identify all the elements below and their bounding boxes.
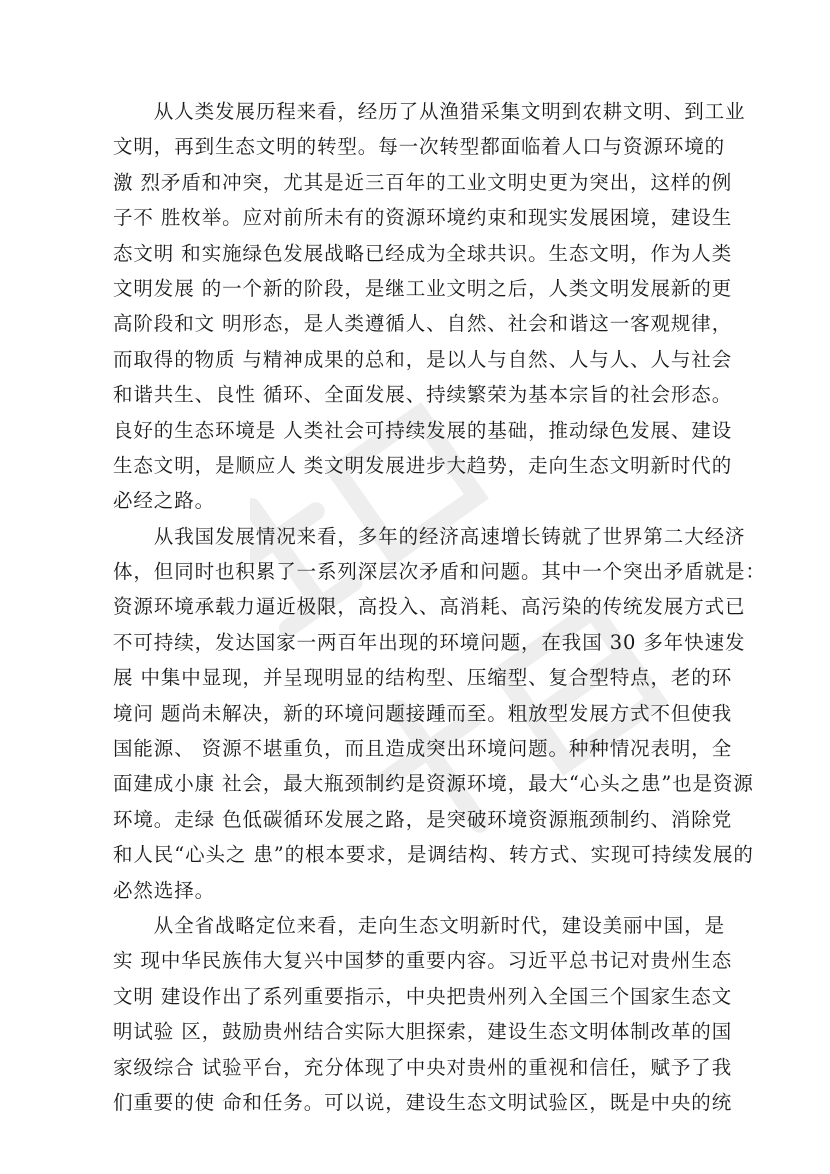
text-line: 文明，再到生态文明的转型。每一次转型都面临着人口与资源环境的 [113,135,726,159]
text-line: 高阶段和文 明形态，是人类遵循人、自然、社会和谐这一客观规律， [113,312,733,336]
text-line: 们重要的使 命和任务。可以说，建设生态文明试验区，既是中央的统 [113,1090,733,1114]
text-line: 激 烈矛盾和冲突，尤其是近三百年的工业文明史更为突出，这样的例 [113,170,733,194]
text-line: 生态文明，是顺应人 类文明发展进步大趋势，走向生态文明新时代的 [113,453,733,477]
text-line: 境问 题尚未解决，新的环境问题接踵而至。粗放型发展方式不但使我 [113,701,733,725]
text-line: 从我国发展情况来看，多年的经济高速增长铸就了世界第二大经济 [113,524,746,548]
text-line: 展 中集中显现，并呈现明显的结构型、压缩型、复合型特点，老的环 [113,666,733,690]
text-line: 和人民“心头之 患”的根本要求，是调结构、转方式、实现可持续发展的 [113,843,754,867]
text-line: 家级综合 试验平台，充分体现了中央对贵州的重视和信任，赋予了我 [113,1055,733,1079]
text-line: 国能源、 资源不堪重负，而且造成突出环境问题。种种情况表明，全 [113,737,733,761]
text-line: 态文明 和实施绿色发展战略已经成为全球共识。生态文明，作为人类 [113,241,733,265]
text-line: 良好的生态环境是 人类社会可持续发展的基础，推动绿色发展、建设 [113,418,733,442]
text-line: 文明 建设作出了系列重要指示，中央把贵州列入全国三个国家生态文 [113,984,733,1008]
paragraph [113,908,733,1120]
text-line: 子不 胜枚举。应对前所未有的资源环境约束和现实发展困境，建设生 [113,206,733,230]
text-line: 明试验 区，鼓励贵州结合实际大胆探索，建设生态文明体制改革的国 [113,1020,733,1044]
paragraph [113,94,746,519]
text-line: 不可持续，发达国家一两百年出现的环境问题，在我国 30 多年快速发 [113,630,746,654]
text-line: 资源环境承载力逼近极限，高投入、高消耗、高污染的传统发展方式已 [113,595,746,619]
text-line: 实 现中华民族伟大复兴中国梦的重要内容。习近平总书记对贵州生态 [113,949,733,973]
text-line: 必然选择。 [113,878,216,902]
text-line: 从全省战略定位来看，走向生态文明新时代，建设美丽中国，是 [113,913,726,937]
text-line: 和谐共生、良性 循环、全面发展、持续繁荣为基本宗旨的社会形态。 [113,383,733,407]
text-line: 面建成小康 社会，最大瓶颈制约是资源环境，最大“心头之患”也是资源 [113,772,754,796]
document-body [113,94,766,1120]
text-line: 环境。走绿 色低碳循环发展之路，是突破环境资源瓶颈制约、消除党 [113,807,733,831]
text-line: 从人类发展历程来看，经历了从渔猎采集文明到农耕文明、到工业 [113,100,746,123]
text-line: 文明发展 的一个新的阶段，是继工业文明之后，人类文明发展新的更 [113,276,733,300]
text-line: 必经之路。 [113,489,216,513]
paragraph [113,519,766,908]
text-line: 体，但同时也积累了一系列深层次矛盾和问题。其中一个突出矛盾就是： [113,560,766,584]
text-line: 而取得的物质 与精神成果的总和，是以人与自然、人与人、人与社会 [113,347,733,371]
